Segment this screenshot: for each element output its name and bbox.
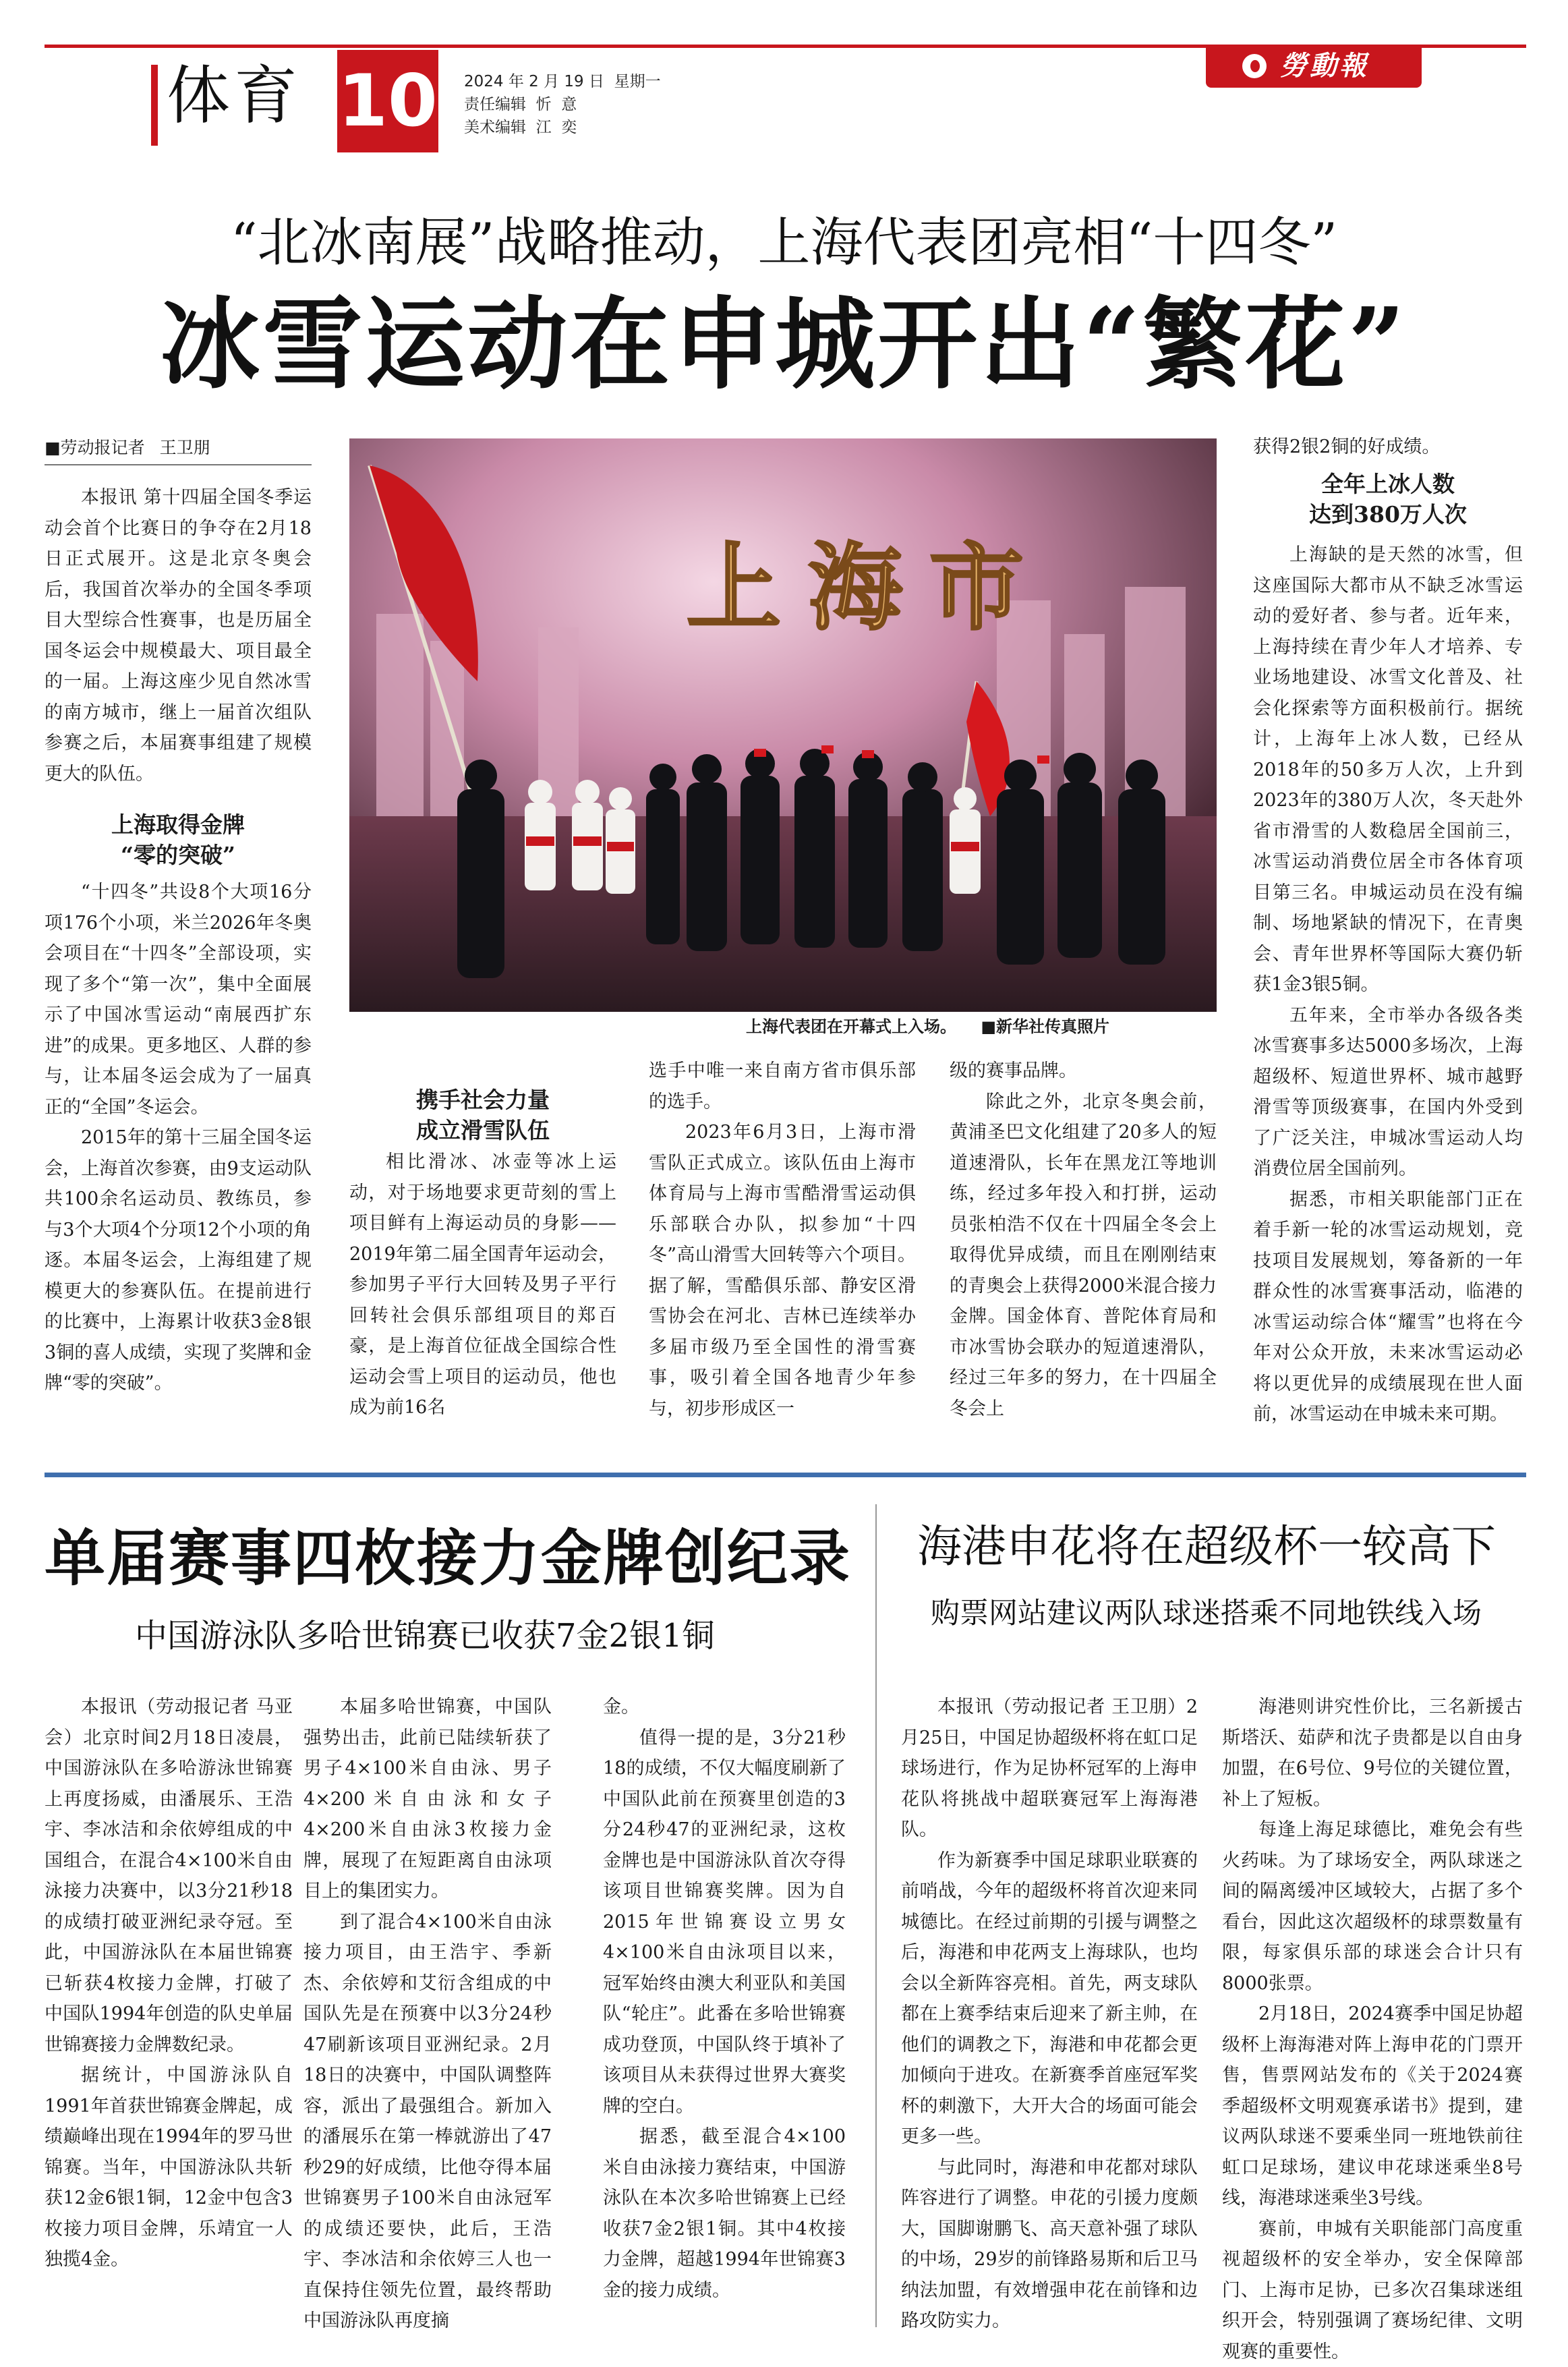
lead-headline[interactable]: 冰雪运动在申城开出“繁花” xyxy=(0,283,1568,405)
section-divider xyxy=(45,1473,1526,1477)
issue-meta xyxy=(464,70,661,139)
lead-kicker: “北冰南展”战略推动，上海代表团亮相“十四冬” xyxy=(0,209,1568,277)
photo-illustration xyxy=(349,438,1217,1012)
lead-column-2 xyxy=(349,1147,616,1423)
paragraph: 本报讯（劳动报记者 马亚会）北京时间2月18日凌晨，中国游泳队在多哈游泳世锦赛上再度扬威，由潘展乐、王浩宇、李冰洁和余依婷组成的中国组合，在混合4×100米自由泳接力决赛中，以3分21秒18的成绩打破亚洲纪录夺冠。至此，中国游泳队在本届世锦赛已斩获4枚接力金牌，打破了中国队1994年创造的队史单届世锦赛接力金牌数纪录。 xyxy=(45,1692,293,2060)
subhead-line: “零的突破” xyxy=(45,840,312,870)
swimming-column-3 xyxy=(603,1692,846,2306)
paragraph: 与此同时，海港和申花都对球队阵容进行了调整。申花的引援力度颇大，国脚谢鹏飞、高天意补强了球队的中场，29岁的前锋路易斯和后卫马纳法加盟，有效增强申花在前锋和边路攻防实力。 xyxy=(901,2152,1198,2337)
paragraph: 据统计，中国游泳队自1991年首获世锦赛金牌起，成绩巅峰出现在1994年的罗马世锦赛。当年，中国游泳队共斩获12金6银1铜，12金中包含3枚接力项目金牌，乐靖宜一人独揽4金。 xyxy=(45,2060,293,2275)
paragraph: 获得2银2铜的好成绩。 xyxy=(1253,432,1523,463)
page-number: 10 xyxy=(337,50,438,152)
paragraph: 2023年6月3日，上海市滑雪队正式成立。该队伍由上海市体育局与上海市雪酷滑雪运动俱乐部联合办队，拟参加“十四冬”高山滑雪大回转等六个项目。据了解，雪酷俱乐部、静安区滑雪协会在河北、吉林已连续举办多届市级乃至全国性的滑雪赛事，吸引着全国各地青少年参与，初步形成区一 xyxy=(649,1117,916,1424)
newspaper-logo[interactable] xyxy=(1206,45,1422,88)
football-column-1 xyxy=(901,1692,1198,2337)
section-name: 体育 xyxy=(167,59,301,134)
photo-credit: ■新华社传真照片 xyxy=(981,1017,1109,1036)
paragraph: 本报讯 第十四届全国冬季运动会首个比赛日的争夺在2月18日正式展开。这是北京冬奥会后，我国首次举办的全国冬季项目大型综合性赛事，也是历届全国冬运会中规模最大、项目最全的一届。上海这座少见自然冰雪的南方城市，继上一届首次组队参赛之后，本届赛事组建了规模更大的队伍。 xyxy=(45,482,312,789)
paragraph: 作为新赛季中国足球职业联赛的前哨战，今年的超级杯将首次迎来同城德比。在经过前期的引援与调整之后，海港和申花两支上海球队，也均会以全新阵容亮相。首先，两支球队都在上赛季结束后迎来了新主帅，在他们的调教之下，海港和申花都会更加倾向于进攻。在新赛季首座冠军奖杯的刺激下，大开大合的场面可能会更多一些。 xyxy=(901,1846,1198,2152)
subhead-line: 携手社会力量 xyxy=(349,1085,616,1115)
football-subheadline: 购票网站建议两队球迷搭乘不同地铁线入场 xyxy=(931,1592,1524,1635)
paragraph: 级的赛事品牌。 xyxy=(950,1056,1217,1087)
photo-caption xyxy=(746,1013,1218,1040)
editor-credit: 责任编辑 忻 意 xyxy=(464,93,661,116)
paragraph: 本届多哈世锦赛，中国队强势出击，此前已陆续斩获了男子4×100米自由泳、男子4×200米自由泳和女子4×200米自由泳3枚接力金牌，展现了在短距离自由泳项目上的集团实力。 xyxy=(303,1692,552,1907)
logo-icon xyxy=(1242,54,1267,78)
subhead-line: 全年上冰人数 xyxy=(1253,469,1523,499)
lead-column-4 xyxy=(950,1056,1217,1424)
football-column-2 xyxy=(1222,1692,1523,2367)
subhead-skaters xyxy=(1253,469,1523,530)
subhead-ski-team xyxy=(349,1085,616,1145)
lead-byline xyxy=(45,434,314,462)
paragraph: 2015年的第十三届全国冬运会，上海首次参赛，由9支运动队共100余名运动员、教练员，参与3个大项4个分项12个小项的角逐。本届冬运会，上海组建了规模更大的参赛队伍。在提前进行的比赛中，上海累计收获3金8银3铜的喜人成绩，实现了奖牌和金牌“零的突破”。 xyxy=(45,1122,312,1399)
lead-column-3 xyxy=(649,1056,916,1424)
byline-name: 王卫朋 xyxy=(160,438,210,457)
paragraph: 据悉，市相关职能部门正在着手新一轮的冰雪运动规划，竞技项目发展规划，筹备新的一年群众性的冰雪赛事活动，临港的冰雪运动综合体“耀雪”也将在今年对公众开放，未来冰雪运动必将以更优异的成绩展现在世人面前，冰雪运动在申城未来可期。 xyxy=(1253,1185,1523,1430)
paragraph: 金。 xyxy=(603,1692,846,1723)
subhead-line: 达到380万人次 xyxy=(1253,499,1523,530)
paragraph: 2月18日，2024赛季中国足协超级杯上海海港对阵上海申花的门票开售，售票网站发布的《关于2024赛季超级杯文明观赛承诺书》提到，建议两队球迷不要乘坐同一班地铁前往虹口足球场，建议申花球迷乘坐8号线，海港球迷乘坐3号线。 xyxy=(1222,1999,1523,2214)
lead-column-1b xyxy=(45,877,312,1399)
caption-text: 上海代表团在开幕式上入场。 xyxy=(746,1017,956,1036)
paragraph: 选手中唯一来自南方省市俱乐部的选手。 xyxy=(649,1056,916,1117)
paragraph: 相比滑冰、冰壶等冰上运动，对于场地要求更苛刻的雪上项目鲜有上海运动员的身影——2019年第二届全国青年运动会，参加男子平行大回转及男子平行回转社会俱乐部组项目的郑百豪，是上海首位征战全国综合性运动会雪上项目的运动员，他也成为前16名 xyxy=(349,1147,616,1423)
paragraph: 除此之外，北京冬奥会前，黄浦圣巴文化组建了20多人的短道速滑队，长年在黑龙江等地训练，经过多年投入和打拼，运动员张柏浩不仅在十四届全冬会上取得优异成绩，而且在刚刚结束的青奥会上获得2000米混合接力金牌。国金体育、普陀体育局和市冰雪协会联办的短道速滑队，经过三年多的努力，在十四届全冬会上 xyxy=(950,1087,1217,1425)
swimming-subheadline: 中国游泳队多哈世锦赛已收获7金2银1铜 xyxy=(135,1612,809,1659)
paragraph: 海港则讲究性价比，三名新援古斯塔沃、茹萨和沈子贵都是以自由身加盟，在6号位、9号位的关键位置，补上了短板。 xyxy=(1222,1692,1523,1815)
column-divider xyxy=(875,1504,877,2327)
paragraph: 本报讯（劳动报记者 王卫朋）2月25日，中国足协超级杯将在虹口足球场进行，作为足协杯冠军的上海申花队将挑战中超联赛冠军上海海港队。 xyxy=(901,1692,1198,1846)
byline-rule xyxy=(45,464,312,465)
paragraph: 五年来，全市举办各级各类冰雪赛事多达5000多场次，上海超级杯、短道世界杯、城市越野滑雪等顶级赛事，在国内外受到了广泛关注，申城冰雪运动人均消费位居全国前列。 xyxy=(1253,1000,1523,1185)
swimming-headline[interactable]: 单届赛事四枚接力金牌创纪录 xyxy=(45,1518,854,1599)
lead-column-1 xyxy=(45,482,312,789)
paragraph: 到了混合4×100米自由泳接力项目，由王浩宇、季新杰、余依婷和艾衍含组成的中国队先是在预赛中以3分24秒47刷新该项目亚洲纪录。2月18日的决赛中，中国队调整阵容，派出了最强组合。新加入的潘展乐在第一棒就游出了47秒29的好成绩，比他夺得本届世锦赛男子100米自由泳冠军的成绩还要快，此后，王浩宇、李冰洁和余依婷三人也一直保持住领先位置，最终帮助中国游泳队再度摘 xyxy=(303,1907,552,2337)
paragraph: “十四冬”共设8个大项16分项176个小项，米兰2026年冬奥会项目在“十四冬”全部设项，实现了多个“第一次”，集中全面展示了中国冰雪运动“南展西扩东进”的成果。更多地区、人群的参与，让本届冬运会成为了一届真正的“全国”冬运会。 xyxy=(45,877,312,1122)
paragraph: 值得一提的是，3分21秒18的成绩，不仅大幅度刷新了中国队此前在预赛里创造的3分24秒47的亚洲纪录，这枚金牌也是中国游泳队首次夺得该项目世锦赛奖牌。因为自2015年世锦赛设立男女4×100米自由泳项目以来，冠军始终由澳大利亚队和美国队“轮庄”。此番在多哈世锦赛成功登顶，中国队终于填补了该项目从未获得过世界大赛奖牌的空白。 xyxy=(603,1723,846,2122)
swimming-column-2 xyxy=(303,1692,552,2337)
subhead-line: 成立滑雪队伍 xyxy=(349,1115,616,1145)
paragraph: 据悉，截至混合4×100米自由泳接力赛结束，中国游泳队在本次多哈世锦赛上已经收获7金2银1铜。其中4枚接力金牌，超越1994年世锦赛3金的接力成绩。 xyxy=(603,2121,846,2306)
paragraph: 赛前，申城有关职能部门高度重视超级杯的安全举办，安全保障部门、上海市足协，已多次召集球迷组织开会，特别强调了赛场纪律、文明观赛的重要性。 xyxy=(1222,2214,1523,2367)
football-headline[interactable]: 海港申花将在超级杯一较高下 xyxy=(917,1514,1524,1579)
byline-mark: ■劳动报记者 xyxy=(45,438,145,457)
subhead-line: 上海取得金牌 xyxy=(45,809,312,840)
lead-column-5-top xyxy=(1253,432,1523,463)
swimming-column-1 xyxy=(45,1692,293,2275)
newspaper-name: 勞動報 xyxy=(1280,45,1369,88)
paragraph: 上海缺的是天然的冰雪，但这座国际大都市从不缺乏冰雪运动的爱好者、参与者。近年来，上海持续在青少年人才培养、专业场地建设、冰雪文化普及、社会化探索等方面积极前行。据统计，上海年上冰人数，已经从2018年的50多万人次，上升到2023年的380万人次，冬天赴外省市滑雪的人数稳居全国前三，冰雪运动消费位居全市各体育项目第三名。申城运动员在没有编制、场地紧缺的情况下，在青奥会、青年世界杯等国际大赛仍斩获1金3银5铜。 xyxy=(1253,540,1523,1000)
opening-ceremony-photo xyxy=(349,438,1217,1012)
art-editor-credit: 美术编辑 江 奕 xyxy=(464,116,661,139)
section-marker xyxy=(151,65,158,146)
lead-column-5 xyxy=(1253,540,1523,1430)
paragraph: 每逢上海足球德比，难免会有些火药味。为了球场安全，两队球迷之间的隔离缓冲区域较大，占据了多个看台，因此这次超级杯的球票数量有限，每家俱乐部的球迷会合计只有8000张票。 xyxy=(1222,1815,1523,1999)
venue-sign-text: 上海市 xyxy=(687,533,1051,644)
subhead-gold-medal xyxy=(45,809,312,870)
issue-date: 2024 年 2 月 19 日 星期一 xyxy=(464,70,661,93)
